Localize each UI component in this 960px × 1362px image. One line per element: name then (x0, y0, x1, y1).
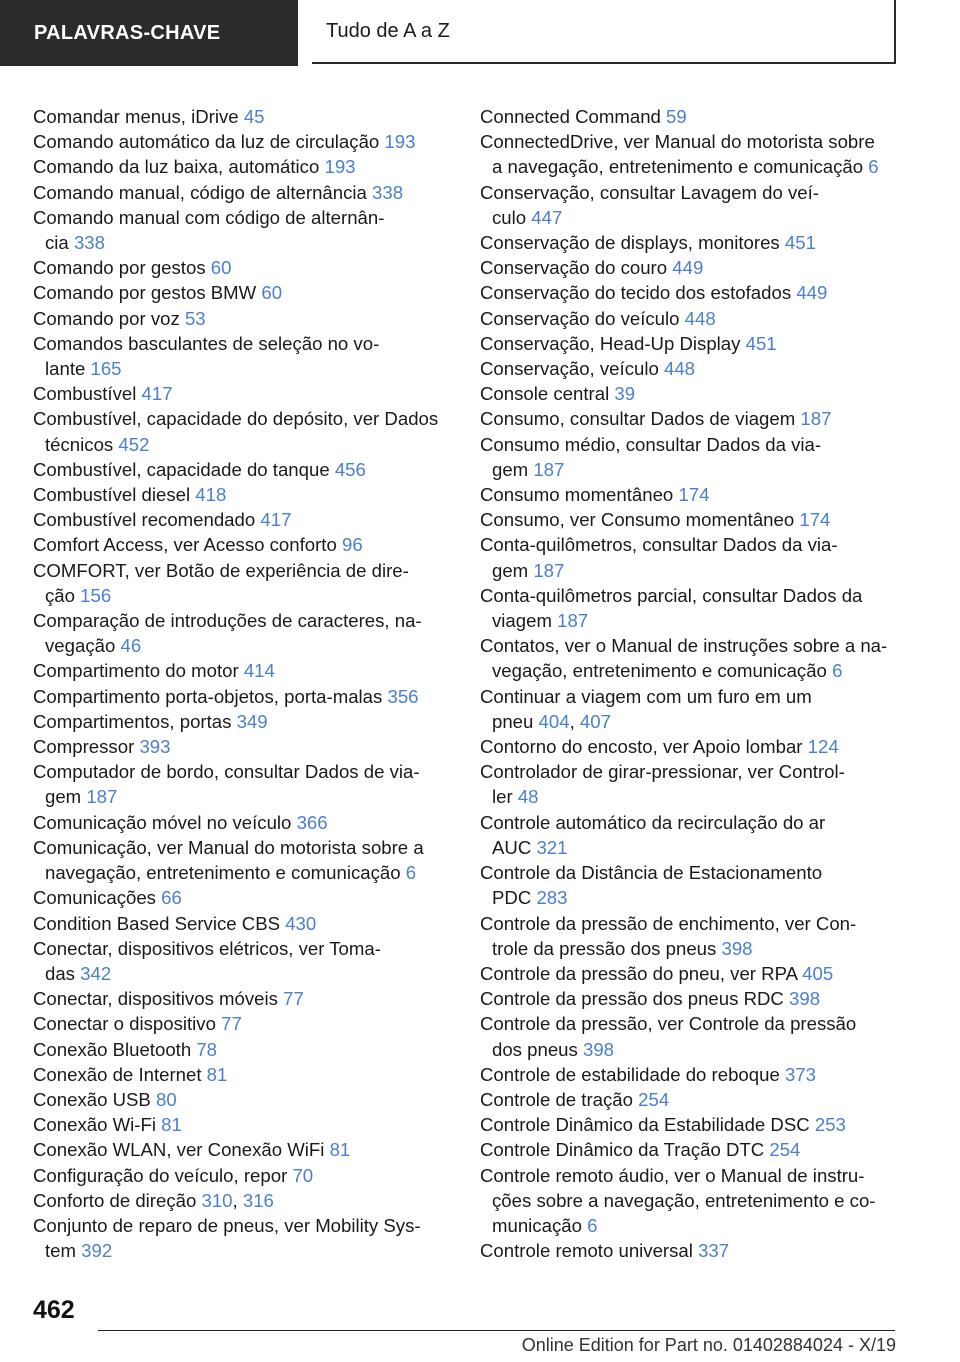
page-header (0, 0, 960, 66)
page-link[interactable]: 6 (405, 862, 417, 884)
entry-term: Conservação, veículo (480, 358, 659, 380)
page-link[interactable]: 356 (387, 685, 419, 707)
entry-term: COMFORT, ver Botão de experiência de dire- (33, 559, 409, 581)
index-entry (33, 684, 453, 709)
entry-term: Controle Dinâmico da Estabilidade DSC (480, 1114, 810, 1136)
index-entry (480, 230, 900, 255)
entry-term: Conforto de direção (33, 1189, 197, 1211)
index-entry (33, 1062, 453, 1087)
entry-term: Conexão de Internet (33, 1063, 202, 1085)
entry-term: Condition Based Service CBS (33, 912, 281, 934)
index-entry (33, 709, 453, 734)
index-entry (480, 1011, 900, 1061)
entry-term-continuation: cia 338 (45, 232, 105, 254)
entry-term: Compressor (33, 736, 135, 758)
entry-term-continuation: ler 48 (492, 786, 539, 808)
index-entry (33, 1213, 453, 1263)
index-entry (480, 406, 900, 431)
entry-term: Conservação do veículo (480, 307, 680, 329)
entry-term-continuation: vegação, entretenimento e comunicação 6 (492, 660, 843, 682)
page-link[interactable]: 78 (196, 1038, 218, 1060)
entry-term-continuation: vegação 46 (45, 635, 142, 657)
page-link[interactable]: 70 (292, 1164, 314, 1186)
page-link[interactable]: 187 (533, 559, 565, 581)
entry-term-continuation: ção 156 (45, 584, 112, 606)
entry-term-continuation: municação 6 (492, 1214, 598, 1236)
index-entry (33, 306, 453, 331)
page-link[interactable]: 398 (582, 1038, 615, 1060)
index-entry (33, 104, 453, 129)
page-link[interactable]: 283 (536, 887, 568, 909)
page-link[interactable]: 124 (807, 736, 839, 758)
page-link[interactable]: 338 (372, 181, 404, 203)
index-entry (33, 280, 453, 305)
entry-term: Conservação de displays, monitores (480, 232, 780, 254)
entry-term: Conectar, dispositivos móveis (33, 988, 278, 1010)
index-entry (33, 406, 453, 456)
index-entry (480, 255, 900, 280)
footer-divider (98, 1330, 895, 1331)
entry-term: Controle remoto universal (480, 1240, 693, 1262)
entry-term: Conexão WLAN, ver Conexão WiFi (33, 1139, 325, 1161)
entry-term: Conjunto de reparo de pneus, ver Mobility Sys- (33, 1214, 421, 1236)
index-entry (33, 1087, 453, 1112)
entry-term: Combustível, capacidade do depósito, ver Dados (33, 408, 439, 430)
entry-term: ConnectedDrive, ver Manual do motorista sobre (480, 131, 875, 153)
page-link[interactable]: 48 (517, 786, 539, 808)
entry-term-continuation: gem 187 (492, 559, 565, 581)
index-entry (33, 558, 453, 608)
entry-term: Conservação do couro (480, 257, 668, 279)
index-entry (33, 1112, 453, 1137)
page-link[interactable]: 156 (80, 584, 112, 606)
entry-term-continuation: a navegação, entretenimento e comunicação 6 (492, 156, 879, 178)
entry-term-continuation: lante 165 (45, 358, 122, 380)
page-link[interactable]: 187 (557, 610, 589, 632)
index-entry: Conforto de direção 310, 316 (33, 1189, 274, 1211)
page-link[interactable]: 165 (90, 358, 122, 380)
entry-term: Controle remoto áudio, ver o Manual de instru- (480, 1164, 865, 1186)
entry-term: Combustível recomendado (33, 509, 256, 531)
index-entry (33, 507, 453, 532)
index-entry (480, 306, 900, 331)
index-entry (480, 684, 900, 734)
page-link[interactable]: 405 (802, 962, 834, 984)
entry-term: Console central (480, 383, 610, 405)
page-link[interactable]: 414 (243, 660, 275, 682)
index-entry (480, 432, 900, 482)
index-entry (480, 583, 900, 633)
page-link[interactable]: 448 (684, 307, 716, 329)
entry-term-continuation: das 342 (45, 962, 112, 984)
section-title: Tudo de A a Z (312, 0, 896, 64)
entry-term-continuation: AUC 321 (492, 836, 568, 858)
page-link[interactable]: 337 (698, 1240, 730, 1262)
entry-term-continuation: técnicos 452 (45, 433, 150, 455)
entry-term-continuation: PDC 283 (492, 887, 568, 909)
page-link[interactable]: 46 (120, 635, 142, 657)
entry-term: Comando por gestos (33, 257, 206, 279)
page-link[interactable]: 373 (784, 1063, 816, 1085)
index-entry (33, 936, 453, 986)
index-entry (480, 734, 900, 759)
page-link[interactable]: 254 (638, 1088, 670, 1110)
page-link[interactable]: 193 (324, 156, 356, 178)
entry-term: Controlador de girar-pressionar, ver Control- (480, 761, 845, 783)
page-link[interactable]: 448 (663, 358, 696, 380)
index-entry (33, 255, 453, 280)
entry-term: Controle automático da recirculação do ar (480, 811, 826, 833)
page-link[interactable]: 430 (285, 912, 317, 934)
index-entry (480, 986, 900, 1011)
index-entry (33, 129, 453, 154)
index-entry (33, 1011, 453, 1036)
entry-term-continuation: pneu 404, 407 (492, 710, 611, 732)
entry-term: Comunicação, ver Manual do motorista sobre a (33, 836, 424, 858)
page-link[interactable]: 81 (329, 1139, 351, 1161)
index-entry (33, 885, 453, 910)
page-link[interactable]: 53 (184, 307, 206, 329)
entry-term: Connected Command (480, 106, 661, 127)
page-link[interactable]: 447 (531, 206, 563, 228)
index-entry (480, 911, 900, 961)
page-link[interactable]: 60 (261, 282, 283, 304)
entry-term: Controle Dinâmico da Tração DTC (480, 1139, 765, 1161)
entry-term: Conectar, dispositivos elétricos, ver Toma- (33, 937, 381, 959)
page-link[interactable]: 349 (236, 710, 268, 732)
page-link[interactable]: 80 (156, 1088, 177, 1110)
entry-term: Continuar a viagem com um furo em um (480, 685, 812, 707)
page-link[interactable]: 254 (769, 1139, 801, 1161)
page-link[interactable]: 417 (141, 383, 173, 405)
entry-term: Consumo momentâneo (480, 484, 674, 506)
entry-term: Compartimentos, portas (33, 710, 232, 732)
entry-term: Consumo, consultar Dados de viagem (480, 408, 796, 430)
entry-term: Controle de tração (480, 1088, 633, 1110)
page-link[interactable]: 342 (80, 962, 112, 984)
entry-term: Conexão Bluetooth (33, 1038, 192, 1060)
page-link[interactable]: 187 (533, 458, 565, 480)
entry-term: Consumo, ver Consumo momentâneo (480, 509, 795, 531)
index-entry (33, 457, 453, 482)
page-link[interactable]: 338 (73, 232, 105, 254)
page-link[interactable]: 398 (721, 937, 753, 959)
entry-term: Configuração do veículo, repor (33, 1164, 288, 1186)
page-link[interactable]: 456 (334, 458, 366, 480)
index-entry (33, 759, 453, 809)
entry-term: Contatos, ver o Manual de instruções sobre a na- (480, 635, 888, 657)
page-link[interactable]: 81 (161, 1114, 182, 1136)
page-link[interactable]: 174 (678, 484, 710, 506)
index-entry (480, 961, 900, 986)
entry-term: Conta-quilômetros parcial, consultar Dados da (480, 584, 863, 606)
page-link[interactable]: 449 (796, 282, 828, 304)
index-entry (33, 658, 453, 683)
page-link[interactable]: 451 (784, 232, 816, 254)
index-entry (480, 1112, 900, 1137)
entry-term: Compartimento porta-objetos, porta-malas (33, 685, 383, 707)
index-entry (480, 129, 900, 179)
entry-term: Conectar o dispositivo (33, 1013, 216, 1035)
entry-term: Controle da Distância de Estacionamento (480, 862, 823, 884)
entry-term: Conservação do tecido dos estofados (480, 282, 792, 304)
page-link[interactable]: 398 (789, 988, 821, 1010)
entry-term: Combustível, capacidade do tanque (33, 458, 330, 480)
page-link[interactable]: 174 (799, 509, 831, 531)
index-entry (33, 911, 453, 936)
entry-term: Conta-quilômetros, consultar Dados da via- (480, 534, 838, 556)
page-link[interactable]: 81 (206, 1063, 228, 1085)
page-link[interactable]: 6 (868, 156, 879, 178)
entry-term: Conservação, Head-Up Display (480, 332, 741, 354)
index-entry (33, 154, 453, 179)
page-link[interactable]: 253 (814, 1114, 846, 1136)
index-entry (33, 734, 453, 759)
entry-term-continuation: viagem 187 (492, 610, 589, 632)
index-entry (480, 810, 900, 860)
index-entry (33, 331, 453, 381)
entry-term-continuation: tem 392 (45, 1240, 113, 1262)
entry-term: Comando por voz (33, 307, 180, 329)
index-entry (480, 1238, 900, 1263)
index-entry (33, 1037, 453, 1062)
entry-term: Comando automático da luz de circulação (33, 131, 380, 153)
index-column-left (33, 104, 453, 1263)
entry-term: Comandar menus, iDrive (33, 106, 239, 127)
index-entry (33, 1137, 453, 1162)
entry-term: Conservação, consultar Lavagem do veí- (480, 181, 819, 203)
entry-term: Comunicação móvel no veículo (33, 811, 292, 833)
index-entry (480, 532, 900, 582)
index-entry (480, 482, 900, 507)
section-tab[interactable]: PALAVRAS-CHAVE (0, 0, 298, 66)
entry-term: Compartimento do motor (33, 660, 239, 682)
page-link[interactable]: 187 (800, 408, 832, 430)
page-link[interactable]: 392 (81, 1240, 113, 1262)
entry-term: Controle da pressão do pneu, ver RPA (480, 962, 797, 984)
page-link[interactable]: 418 (195, 484, 227, 506)
entry-term: Combustível diesel (33, 484, 191, 506)
page-link[interactable]: 66 (161, 887, 182, 909)
entry-term: Controle de estabilidade do reboque (480, 1063, 780, 1085)
page-link[interactable]: 407 (579, 710, 611, 732)
index-entry (480, 759, 900, 809)
page-link[interactable]: 60 (210, 257, 232, 279)
index-entry (480, 1087, 900, 1112)
index-entry (480, 860, 900, 910)
index-entry (480, 633, 900, 683)
entry-term-continuation: dos pneus 398 (492, 1038, 615, 1060)
page-link[interactable]: 321 (536, 836, 568, 858)
index-entry (33, 810, 453, 835)
entry-term: Conexão USB (33, 1088, 151, 1110)
entry-term: Controle da pressão, ver Controle da pressão (480, 1013, 857, 1035)
index-entry (33, 986, 453, 1011)
page-number: 462 (33, 1296, 75, 1324)
entry-term: Conexão Wi-Fi (33, 1114, 156, 1136)
page-link[interactable]: 187 (86, 786, 118, 808)
page-link[interactable]: 193 (384, 131, 416, 153)
page-link[interactable]: 6 (832, 660, 843, 682)
entry-term: Comfort Access, ver Acesso conforto (33, 534, 337, 556)
index-entry (33, 1163, 453, 1188)
index-entry (480, 507, 900, 532)
index-entry (480, 381, 900, 406)
page-link[interactable]: 96 (342, 534, 363, 556)
entry-term: Controle da pressão de enchimento, ver Con- (480, 912, 857, 934)
page-link[interactable]: 366 (296, 811, 328, 833)
page-link[interactable]: 393 (139, 736, 171, 758)
index-entry (480, 1062, 900, 1087)
page-link[interactable]: 310 (201, 1189, 233, 1211)
entry-term-continuation: navegação, entretenimento e comunicação 6 (45, 862, 417, 884)
entry-term: Comando manual com código de alternân- (33, 206, 385, 228)
index-column-right (480, 104, 900, 1263)
page-link[interactable]: 452 (118, 433, 150, 455)
page-link[interactable]: 417 (260, 509, 292, 531)
entry-term-continuation: trole da pressão dos pneus 398 (492, 937, 753, 959)
page-link[interactable]: 316 (242, 1189, 274, 1211)
entry-term: Comunicações (33, 887, 156, 909)
page-link[interactable]: 77 (283, 988, 304, 1010)
page-link[interactable]: 451 (745, 332, 777, 354)
page-link[interactable]: 39 (614, 383, 636, 405)
entry-term-continuation: gem 187 (492, 458, 565, 480)
page-link[interactable]: 45 (243, 106, 265, 127)
page-link[interactable]: 449 (672, 257, 704, 279)
index-entry (480, 180, 900, 230)
page-link[interactable]: 77 (221, 1013, 242, 1035)
page-link[interactable]: 6 (587, 1214, 598, 1236)
index-entry (33, 205, 453, 255)
entry-term-continuation: culo 447 (492, 206, 563, 228)
index-entry (33, 835, 453, 885)
entry-term-continuation: ções sobre a navegação, entretenimento e co- (492, 1189, 876, 1211)
index-entry (480, 1163, 900, 1239)
index-entry (33, 532, 453, 557)
entry-term: Comando manual, código de alternância (33, 181, 367, 203)
entry-term: Combustível (33, 383, 137, 405)
index-entry (480, 1137, 900, 1162)
entry-term: Comparação de introduções de caracteres, na- (33, 610, 422, 632)
entry-term-continuation: gem 187 (45, 786, 118, 808)
entry-term: Contorno do encosto, ver Apoio lombar (480, 736, 803, 758)
entry-term: Controle da pressão dos pneus RDC (480, 988, 784, 1010)
page-link[interactable]: 404 (538, 710, 570, 732)
page-link[interactable]: 59 (666, 106, 687, 127)
index-entry (480, 104, 900, 129)
entry-term: Comandos basculantes de seleção no vo- (33, 332, 380, 354)
index-entry (480, 356, 900, 381)
entry-term: Comando da luz baixa, automático (33, 156, 320, 178)
index-entry (33, 381, 453, 406)
index-entry (33, 608, 453, 658)
index-entry (480, 280, 900, 305)
index-entry (33, 180, 453, 205)
entry-term: Consumo médio, consultar Dados da via- (480, 433, 822, 455)
footer-edition: Online Edition for Part no. 01402884024 - X/19 (521, 1335, 896, 1355)
entry-term: Comando por gestos BMW (33, 282, 257, 304)
entry-term: Computador de bordo, consultar Dados de via- (33, 761, 420, 783)
index-entry (480, 331, 900, 356)
index-entry (33, 482, 453, 507)
